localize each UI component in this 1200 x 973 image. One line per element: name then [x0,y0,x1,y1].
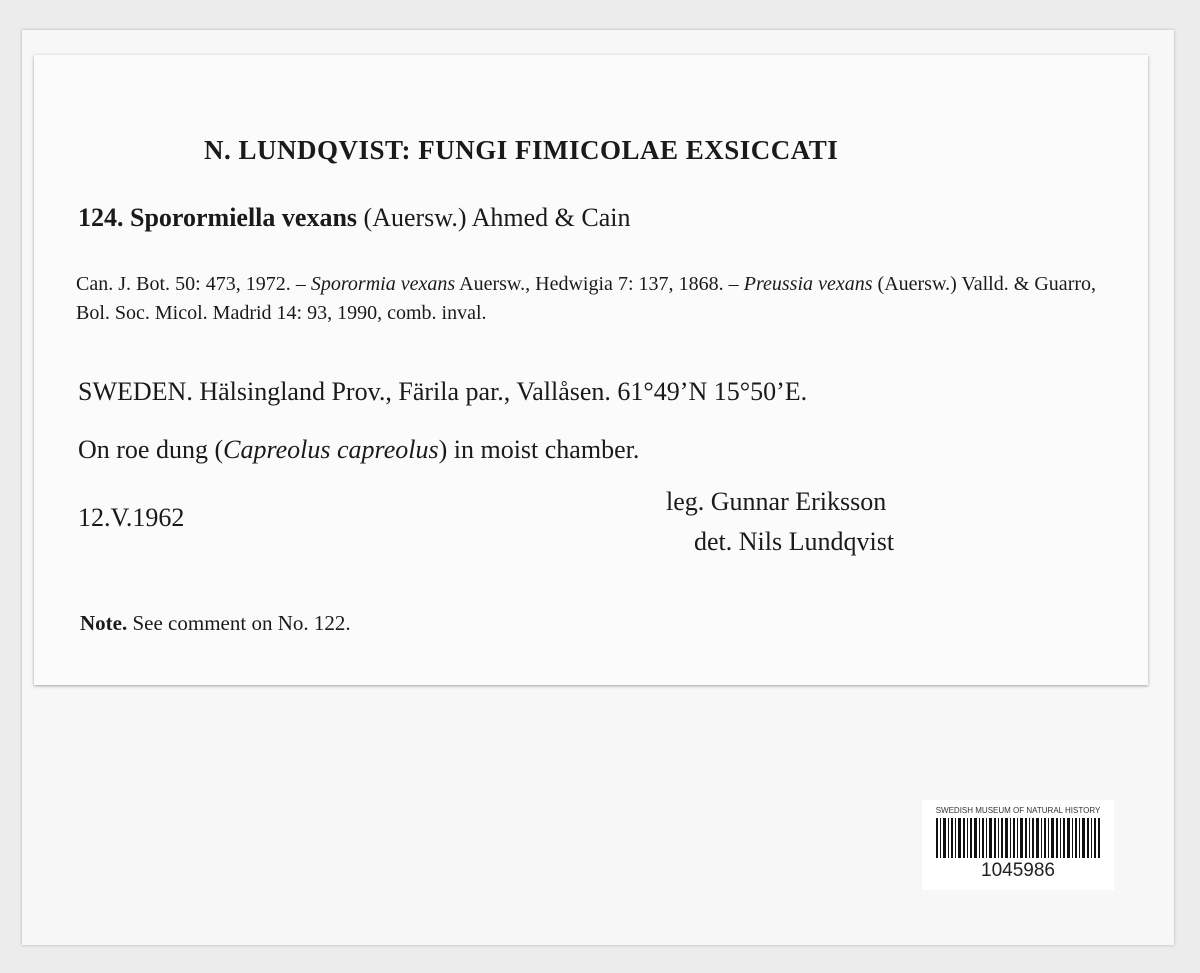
synonym-2: Preussia vexans [743,273,873,295]
habitat-prefix: On roe dung ( [78,435,224,464]
locality: SWEDEN. Hälsingland Prov., Färila par., Vallåsen. 61°49’N 15°50’E. [78,377,808,406]
references [76,270,1096,328]
barcode-institution: SWEDISH MUSEUM OF NATURAL HISTORY [935,806,1101,815]
barcode-icon [936,818,1100,858]
note [80,611,351,636]
specimen-label [34,55,1148,685]
barcode-number: 1045986 [981,860,1055,881]
collection-date: 12.V.1962 [78,503,185,532]
determiner: det. Nils Lundqvist [694,527,895,556]
ref-synonym-2-citation: (Auersw.) Valld. & Guarro, Bol. Soc. Micol. Madrid 14: 93, 1990, comb. inval. [76,273,1097,324]
synonym-1: Sporormia vexans [310,273,456,295]
species-name: 124. Sporormiella vexans [78,203,358,232]
ref-citation: Can. J. Bot. 50: 473, 1972. – [76,273,311,295]
habitat-host: Capreolus capreolus [223,435,439,464]
ref-synonym-1-citation: Auersw., Hedwigia 7: 137, 1868. – [455,273,744,295]
series-header: N. LUNDQVIST: FUNGI FIMICOLAE EXSICCATI [204,135,839,165]
habitat-suffix: ) in moist chamber. [438,435,640,464]
species-line [78,203,630,233]
note-label: Note. [80,611,128,635]
habitat [78,435,639,465]
collector: leg. Gunnar Eriksson [666,487,887,516]
species-authority: (Auersw.) Ahmed & Cain [363,203,631,232]
barcode-label [922,800,1114,890]
note-text: See comment on No. 122. [127,611,351,635]
